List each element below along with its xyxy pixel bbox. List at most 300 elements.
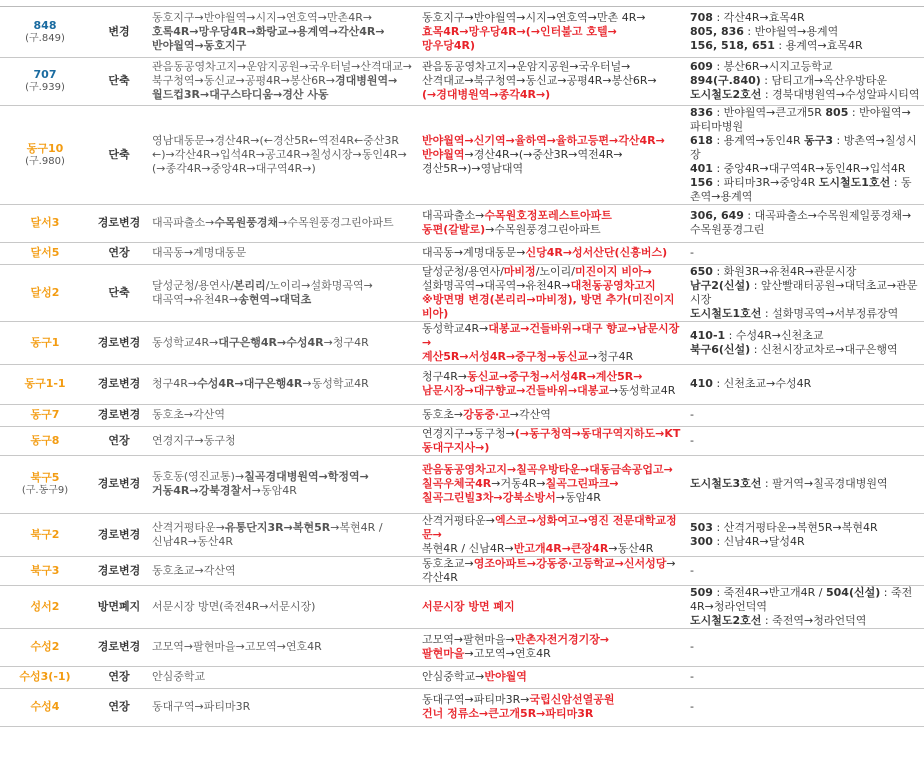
text-segment: →고모역→연호4R	[464, 647, 551, 660]
route-after	[418, 204, 686, 242]
route-number: 동구1	[30, 335, 60, 349]
text-segment: 호록4R→망우당4R→화랑교→용계역→각산4R→	[152, 24, 385, 38]
route-before	[148, 585, 418, 628]
changed-segment: 반야월역→신기역→율하역→율하고등편→각산4R→	[422, 133, 665, 147]
cell-line	[152, 484, 414, 498]
changed-segment: 영조아파트→강동중·고등학교→신서성당	[473, 556, 667, 570]
cell-line	[152, 60, 414, 74]
cell-line	[152, 293, 414, 307]
text-segment: 달성군청/용연사/	[422, 264, 504, 278]
text-segment: →청구4R	[588, 349, 634, 363]
route-before	[148, 57, 418, 105]
alternative-transit	[686, 585, 924, 628]
route-after	[418, 628, 686, 666]
text-segment: 남구2(신설)	[690, 278, 751, 292]
table-row	[0, 513, 924, 556]
cell-line	[152, 216, 414, 230]
route-after	[418, 242, 686, 264]
text-segment: 복현4R / 신남4R→	[422, 541, 514, 555]
route-before	[148, 242, 418, 264]
text-segment: 설화명곡역→대곡역→유천4R→	[422, 278, 571, 292]
alternative-transit	[686, 455, 924, 513]
route-number: 수성4	[30, 700, 60, 713]
cell-line	[422, 39, 682, 53]
text-segment: : 방촌역→칠성시장	[690, 133, 917, 161]
cell-line	[690, 434, 920, 448]
cell-line	[422, 162, 682, 176]
text-segment: 대곡동→계명대동문→	[422, 246, 526, 259]
text-segment: 고모역→팔현마을→고모역→연호4R	[152, 640, 322, 653]
cell-line	[690, 88, 920, 102]
route-number-cell	[0, 455, 90, 513]
alternative-transit	[686, 242, 924, 264]
route-after	[418, 321, 686, 364]
cell-line	[422, 134, 682, 148]
alternative-transit	[686, 105, 924, 204]
cell-line	[690, 700, 920, 714]
changed-segment: 효목4R→망우당4R→(→인터불고 호텔→	[422, 24, 617, 38]
changed-segment: (→동구청역→동대구역지하도→KT동대구지사→)	[422, 426, 681, 454]
text-segment: 유통단지3R→복현5R	[224, 520, 331, 534]
changed-segment: 건너 정류소→큰고개5R→파티마3R	[422, 707, 594, 720]
changed-segment: ※방면명 변경(본리리→마비정), 방면 추가(미진이지비아)	[422, 292, 675, 320]
route-after	[418, 688, 686, 726]
text-segment: : 죽전4R→청라언덕역	[690, 585, 913, 613]
text-segment: : 용계역→효목4R	[774, 38, 863, 52]
cell-line	[152, 336, 414, 350]
text-segment: 안심중학교→	[422, 670, 485, 683]
cell-line	[152, 162, 414, 176]
route-before	[148, 455, 418, 513]
text-segment: →수목원풍경그린아파트	[485, 223, 601, 236]
change-type: 경로변경	[90, 628, 148, 666]
table-row	[0, 264, 924, 321]
text-segment: 경산5R→)→영남대역	[422, 161, 524, 175]
text-segment: 805, 836	[690, 24, 744, 38]
cell-line	[690, 586, 920, 614]
old-route-number: (구.849)	[25, 32, 65, 44]
cell-line	[152, 600, 414, 614]
changed-segment: 팔현마을	[422, 647, 465, 660]
changed-segment: 반야월역	[422, 147, 465, 161]
text-segment: -	[690, 670, 694, 683]
route-number-cell	[0, 666, 90, 688]
route-before	[148, 264, 418, 321]
cell-line	[690, 106, 920, 134]
text-segment: 504(신설)	[826, 585, 881, 599]
text-segment: 609	[690, 60, 713, 73]
text-segment: 신남4R→동산4R	[152, 534, 234, 548]
text-segment: 수목원풍경채	[214, 216, 279, 229]
text-segment: 산격거평타운→	[152, 520, 225, 534]
alternative-transit	[686, 628, 924, 666]
changed-segment: 엑스코→성화여고→영진 전문대학교정문→	[422, 513, 677, 541]
route-number-cell	[0, 105, 90, 204]
text-segment: 북구6(신설)	[690, 342, 751, 356]
text-segment: ←)→각산4R→입석4R→공고4R→칠성시장→동인4R→	[152, 147, 407, 161]
cell-line	[152, 470, 414, 484]
cell-line	[690, 521, 920, 535]
text-segment: 156, 518, 651	[690, 38, 775, 52]
changed-segment: 마비정	[503, 264, 536, 278]
text-segment: →각산4R	[422, 556, 676, 584]
cell-line	[690, 640, 920, 654]
text-segment: 산격거평타운→	[422, 513, 495, 527]
text-segment: →거동4R→	[491, 477, 546, 490]
cell-line	[690, 614, 920, 628]
text-segment: /노이리→설화명곡역→	[265, 278, 373, 292]
text-segment: 관음동공영차고지→운암지공원→국우터널→산격대교→	[152, 60, 413, 73]
route-before	[148, 321, 418, 364]
text-segment: : 팔거역→칠곡경대병원역	[761, 477, 888, 490]
cell-line	[422, 514, 682, 542]
route-number: 북구2	[30, 527, 60, 541]
text-segment: 칠곡경대병원역→학정역→	[244, 470, 369, 483]
change-type: 경로변경	[90, 556, 148, 585]
change-type: 연장	[90, 666, 148, 688]
route-after	[418, 57, 686, 105]
text-segment: /노이리/	[535, 264, 575, 278]
route-after	[418, 556, 686, 585]
route-number: 북구3	[30, 563, 60, 577]
route-before	[148, 688, 418, 726]
route-number: 848	[33, 18, 57, 32]
route-number-cell	[0, 513, 90, 556]
cell-line	[422, 60, 682, 74]
table-row	[0, 204, 924, 242]
route-before	[148, 404, 418, 426]
text-segment: 805	[825, 105, 849, 119]
text-segment: 동호지구→반야월역→시지→연호역→만촌4R→	[152, 10, 373, 24]
text-segment: : 죽전역→청라언덕역	[761, 613, 867, 627]
alternative-transit	[686, 404, 924, 426]
text-segment: -	[690, 700, 694, 713]
route-before	[148, 666, 418, 688]
text-segment: : 각산4R→효목4R	[712, 10, 805, 24]
alternative-transit	[686, 688, 924, 726]
text-segment: 도시철도2호선	[690, 613, 762, 627]
text-segment: 도시철도1호선	[818, 175, 891, 189]
table-row	[0, 321, 924, 364]
cell-line	[422, 265, 682, 279]
route-number-cell	[0, 264, 90, 321]
table-row	[0, 364, 924, 404]
cell-line	[690, 223, 920, 237]
changed-segment: 칠곡그린빌3차→강북소방서	[422, 491, 556, 504]
cell-line	[422, 209, 682, 223]
text-segment: →복현4R /	[330, 520, 383, 534]
cell-line	[690, 265, 920, 279]
change-type: 연장	[90, 242, 148, 264]
text-segment: 산격대교→북구청역→동신교→공평4R→봉산6R→	[422, 74, 657, 87]
text-segment: : 신남4R→달성4R	[712, 534, 805, 548]
cell-line	[690, 564, 920, 578]
cell-line	[422, 427, 682, 455]
text-segment: : 봉산6R→시지고등학교	[712, 60, 833, 73]
table-row	[0, 105, 924, 204]
cell-line	[152, 521, 414, 535]
cell-line	[422, 74, 682, 88]
text-segment: →동성학교4R	[302, 377, 369, 390]
route-after	[418, 585, 686, 628]
text-segment: 수목원풍경그린	[690, 223, 765, 236]
cell-line	[690, 74, 920, 88]
text-segment: : 설화명곡역→서부정류장역	[761, 306, 899, 320]
change-type: 경로변경	[90, 321, 148, 364]
cell-line	[152, 134, 414, 148]
top-rule	[0, 0, 924, 7]
text-segment: 894(구.840)	[690, 74, 761, 87]
text-segment: 청구4R→	[152, 377, 198, 390]
cell-line	[422, 707, 682, 721]
route-number: 수성3(-1)	[19, 670, 71, 683]
text-segment: : 담티고개→옥산우방타운	[760, 74, 887, 87]
alternative-transit	[686, 364, 924, 404]
cell-line	[152, 700, 414, 714]
text-segment: : 용계역→동인4R	[712, 133, 805, 147]
route-after	[418, 455, 686, 513]
cell-line	[152, 408, 414, 422]
table-row	[0, 242, 924, 264]
cell-line	[690, 39, 920, 53]
text-segment: 동성학교4R→	[152, 335, 219, 349]
text-segment: 708	[690, 10, 713, 24]
changed-segment: 계산5R→서성4R→중구청→동신교	[422, 349, 589, 363]
cell-line	[152, 11, 414, 25]
text-segment: 156	[690, 175, 713, 189]
alternative-transit	[686, 7, 924, 57]
cell-line	[690, 307, 920, 321]
text-segment: 306, 649	[690, 209, 744, 222]
text-segment: →청구4R	[323, 335, 369, 349]
text-segment: : 산격거평타운→복현5R→복현4R	[712, 520, 878, 534]
route-number-cell	[0, 364, 90, 404]
route-after	[418, 666, 686, 688]
route-before	[148, 204, 418, 242]
text-segment: 서문시장 방면(죽전4R→서문시장)	[152, 599, 316, 613]
cell-line	[690, 11, 920, 25]
route-number: 동구8	[30, 433, 60, 447]
table-row	[0, 455, 924, 513]
text-segment: : 신천초교→수성4R	[712, 377, 812, 390]
cell-line	[690, 377, 920, 391]
text-segment: 대곡동→계명대동문	[152, 246, 247, 259]
route-number-cell	[0, 204, 90, 242]
cell-line	[422, 633, 682, 647]
cell-line	[422, 370, 682, 384]
text-segment: 도시철도2호선	[690, 88, 762, 101]
text-segment: : 죽전4R→반고개4R /	[712, 585, 826, 599]
route-number-cell	[0, 404, 90, 426]
change-type: 경로변경	[90, 455, 148, 513]
route-number: 달성2	[30, 285, 60, 299]
text-segment: 동호초→	[422, 408, 464, 421]
cell-line	[690, 279, 920, 307]
text-segment: 고모역→팔현마을→	[422, 633, 515, 646]
text-segment: 거동4R→강북경찰서	[152, 484, 252, 497]
route-before	[148, 426, 418, 455]
route-number: 달서5	[30, 246, 60, 259]
text-segment: 동대구역→파티마3R→	[422, 693, 530, 706]
change-type: 단축	[90, 105, 148, 204]
changed-segment: 신당4R→성서산단(신흥버스)	[525, 246, 668, 259]
text-segment: 동호초→각산역	[152, 408, 225, 421]
cell-line	[152, 279, 414, 293]
change-type: 방면폐지	[90, 585, 148, 628]
alternative-transit	[686, 556, 924, 585]
route-after	[418, 404, 686, 426]
cell-line	[152, 670, 414, 684]
route-before	[148, 556, 418, 585]
cell-line	[422, 322, 682, 350]
route-number-cell	[0, 585, 90, 628]
cell-line	[690, 329, 920, 343]
text-segment: : 파티마3R→중앙4R	[712, 175, 819, 189]
route-after	[418, 426, 686, 455]
text-segment: : 중앙4R→대구역4R→동인4R→입석4R	[712, 161, 906, 175]
text-segment: -	[690, 433, 694, 447]
route-number: 북구5	[30, 471, 60, 484]
changed-segment: 서문시장 방면 폐지	[422, 599, 515, 613]
table-row	[0, 628, 924, 666]
cell-line	[152, 564, 414, 578]
route-before	[148, 7, 418, 57]
text-segment: →각산역	[509, 408, 551, 421]
cell-line	[422, 279, 682, 293]
cell-line	[422, 647, 682, 661]
text-segment: →동산4R	[608, 541, 654, 555]
text-segment: 수성4R→대구은행4R	[197, 377, 303, 390]
text-segment: -	[690, 246, 694, 259]
change-type: 경로변경	[90, 513, 148, 556]
cell-line	[152, 88, 414, 102]
text-segment: 650	[690, 264, 713, 278]
alternative-transit	[686, 204, 924, 242]
text-segment: 월드컵3R→대구스타디움→경산 사동	[152, 88, 329, 101]
old-route-number: (구.980)	[25, 155, 65, 167]
change-type: 단축	[90, 57, 148, 105]
text-segment: 동구3	[804, 133, 834, 147]
change-type: 경로변경	[90, 204, 148, 242]
cell-line	[422, 542, 682, 556]
cell-line	[152, 535, 414, 549]
text-segment: 달성군청/용연사/	[152, 278, 234, 292]
text-segment: : 수성4R→신천초교	[725, 328, 824, 342]
text-segment: 경대병원역→	[335, 74, 398, 87]
cell-line	[152, 25, 414, 39]
text-segment: : 동촌역→용계역	[690, 175, 912, 203]
changed-segment: 대천동공영차고지	[570, 278, 656, 292]
text-segment: 동호동(영진교통)→	[152, 470, 245, 483]
text-segment: : 경북대병원역→수성알파시티역	[761, 88, 920, 101]
route-number-cell	[0, 57, 90, 105]
route-before	[148, 105, 418, 204]
route-number-cell	[0, 242, 90, 264]
text-segment: -	[690, 563, 694, 577]
changed-segment: 망우당4R)	[422, 38, 476, 52]
change-type: 경로변경	[90, 404, 148, 426]
changed-segment: 강동중·고	[463, 408, 510, 421]
route-number-cell	[0, 688, 90, 726]
cell-line	[690, 209, 920, 223]
text-segment: : 반야월역→용계역	[743, 24, 839, 38]
route-number: 동구7	[30, 408, 60, 421]
change-type: 단축	[90, 264, 148, 321]
text-segment: 관음동공영차고지→운암지공원→국우터널→	[422, 60, 631, 73]
table-row	[0, 404, 924, 426]
text-segment: 도시철도1호선	[690, 306, 762, 320]
changed-segment: 수목원호정포레스트아파트	[484, 209, 612, 222]
cell-line	[422, 223, 682, 237]
text-segment: -	[690, 640, 694, 653]
cell-line	[152, 246, 414, 260]
route-rows	[0, 7, 924, 726]
table-row	[0, 7, 924, 57]
text-segment: 도시철도3호선	[690, 477, 762, 490]
change-type: 연장	[90, 688, 148, 726]
old-route-number: (구.동구9)	[21, 485, 69, 496]
cell-line	[152, 74, 414, 88]
text-segment: 안심중학교	[152, 670, 206, 683]
old-route-number: (구.939)	[25, 82, 65, 93]
changed-segment: 칠곡우체국4R	[422, 477, 492, 490]
alternative-transit	[686, 321, 924, 364]
changed-segment: (→경대병원역→종각4R→)	[422, 88, 551, 101]
text-segment: 836	[690, 105, 713, 119]
changed-segment: 칠곡그린파크→	[545, 477, 619, 490]
route-number: 동구1-1	[24, 377, 66, 390]
cell-line	[152, 148, 414, 162]
route-number-cell	[0, 556, 90, 585]
change-type: 경로변경	[90, 364, 148, 404]
cell-line	[690, 60, 920, 74]
cell-line	[690, 670, 920, 684]
changed-segment: 만촌자전거경기장→	[514, 633, 610, 646]
route-number: 707	[33, 68, 57, 81]
text-segment: 동호초교→각산역	[152, 563, 236, 577]
cell-line	[690, 535, 920, 549]
text-segment: 반야월역→동호지구	[152, 38, 247, 52]
changed-segment: 미진이지 비아→	[574, 264, 652, 278]
route-number: 달서3	[30, 216, 60, 229]
text-segment: 300	[690, 534, 713, 548]
text-segment: -	[690, 408, 694, 421]
alternative-transit	[686, 666, 924, 688]
table-row	[0, 688, 924, 726]
cell-line	[422, 246, 682, 260]
route-before	[148, 513, 418, 556]
cell-line	[152, 39, 414, 53]
cell-line	[422, 477, 682, 491]
changed-segment: 동신교→중구청→서성4R→계산5R→	[467, 370, 643, 383]
route-after	[418, 105, 686, 204]
cell-line	[690, 25, 920, 39]
route-number-cell	[0, 7, 90, 57]
cell-line	[690, 176, 920, 204]
text-segment: (→종각4R→중앙4R→대구역4R→)	[152, 161, 316, 175]
cell-line	[422, 88, 682, 102]
changed-segment: 관음동공영차고지→칠곡우방타운→대동금속공업고→	[422, 463, 673, 476]
table-row	[0, 585, 924, 628]
change-type: 변경	[90, 7, 148, 57]
text-segment: 송현역→대덕초	[238, 292, 312, 306]
text-segment: : 반야월역→파티마병원	[690, 105, 911, 133]
cell-line	[422, 600, 682, 614]
text-segment: 410-1	[690, 328, 726, 342]
route-before	[148, 364, 418, 404]
alternative-transit	[686, 426, 924, 455]
text-segment: 청구4R→	[422, 370, 468, 383]
